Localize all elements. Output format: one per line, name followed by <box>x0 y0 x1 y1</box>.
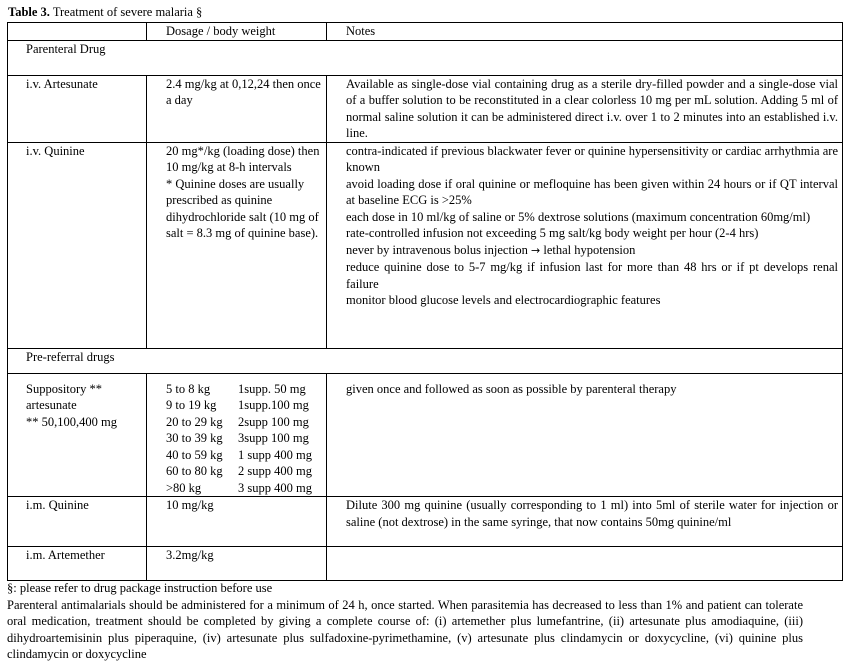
dosage-text: 20 mg*/kg (loading dose) then 10 mg/kg at 8-h intervals <box>166 143 320 174</box>
weight-range: 5 to 8 kg <box>166 381 211 396</box>
dose-amount: 3 supp 400 mg <box>238 480 312 495</box>
table-row-iv-artesunate <box>8 75 843 142</box>
drug-cell: i.v. Quinine <box>8 142 147 348</box>
table-row-iv-quinine <box>8 142 843 348</box>
drug-cell: i.v. Artesunate <box>8 75 147 142</box>
section-label-prereferral: Pre-referral drugs <box>8 348 843 373</box>
note-line: each dose in 10 ml/kg of saline or 5% dextrose solutions (maximum concentration 60mg/ml) <box>346 209 811 224</box>
weight-range: 20 to 29 kg <box>166 414 223 429</box>
table-caption <box>8 4 202 21</box>
header-cell-dosage: Dosage / body weight <box>147 23 327 41</box>
header-cell-notes: Notes <box>327 23 843 41</box>
right-arrow-icon: → <box>531 243 541 257</box>
table-header-row <box>8 23 843 41</box>
dose-amount: 1supp. 50 mg <box>238 381 306 396</box>
note-line: rate-controlled infusion not exceeding 5 mg salt/kg body weight per hour (2-4 hrs) <box>346 226 759 240</box>
table-row-im-quinine <box>8 497 843 547</box>
dosage-cell: 2.4 mg/kg at 0,12,24 then once a day <box>147 75 327 142</box>
footnote-oral-followup: Parenteral antimalarials should be administered for a minimum of 24 h, once started. When parasitemia has decreased to less than 1% and patient can tolerate oral medication, treatment should be completed by giving a complete course of: (i) artemether plus lumefantrine, (ii) artesunate plus amodiaquine, (iii) dihydroartemisinin plus piperaquine, (iv) artesunate plus sulfadoxine-pyrimethamine, (v) artesunate plus clindamycin or doxycycline, (vi) quinine plus clindamycin or doxycycline <box>7 597 803 661</box>
section-row-parenteral <box>8 40 843 75</box>
dosage-cell: 3.2mg/kg <box>147 547 327 581</box>
section-row-prereferral <box>8 348 843 373</box>
drug-cell: i.m. Quinine <box>8 497 147 547</box>
notes-cell: Dilute 300 mg quinine (usually corresponding to 1 ml) into 5ml of sterile water for injection or saline (not dextrose) in the same syringe, that now contains 50mg quinine/ml <box>327 497 843 547</box>
dosage-footnote: * Quinine doses are usually prescribed as quinine dihydrochloride salt (10 mg of salt = 8.3 mg of quinine base). <box>166 176 319 240</box>
table-row-im-artemether <box>8 547 843 581</box>
dose-amount: 3supp 100 mg <box>238 431 309 445</box>
weight-range: 40 to 59 kg <box>166 447 223 462</box>
table-caption-label: Table 3. <box>8 5 50 19</box>
dosage-cell: 10 mg/kg <box>147 497 327 547</box>
header-cell-blank <box>8 23 147 41</box>
dosage-cell <box>147 373 327 497</box>
notes-cell <box>327 547 843 581</box>
notes-cell: given once and followed as soon as possible by parenteral therapy <box>327 373 843 497</box>
table-row-suppository <box>8 373 843 497</box>
weight-range: 60 to 80 kg <box>166 464 223 478</box>
notes-cell <box>327 142 843 348</box>
section-label-parenteral: Parenteral Drug <box>8 40 843 75</box>
table-footnotes <box>7 580 803 663</box>
dosage-cell <box>147 142 327 348</box>
note-text: never by intravenous bolus injection <box>346 242 532 257</box>
weight-range: >80 kg <box>166 480 202 495</box>
drug-name: Suppository ** artesunate <box>26 381 103 412</box>
note-text: lethal hypotension <box>540 242 636 257</box>
drug-cell: i.m. Artemether <box>8 547 147 581</box>
note-line: monitor blood glucose levels and electrocardiographic features <box>346 293 661 307</box>
note-line: avoid loading dose if oral quinine or mefloquine has been given within 24 hours or if QT interval at baseline ECG is >25% <box>346 176 838 207</box>
notes-cell: Available as single-dose vial containing drug as a sterile dry-filled powder and a single-dose vial of a buffer solution to be reconstituted in a clear colorless 10 mg per mL solution. Adding 5 ml of normal saline solution it can be administered direct i.v. over 1 to 2 minutes into an established i.v. line. <box>327 75 843 142</box>
note-line: reduce quinine dose to 5-7 mg/kg if infusion last for more than 48 hrs or if pt develops renal failure <box>346 260 838 291</box>
table-caption-text: Treatment of severe malaria § <box>49 5 203 19</box>
drug-footnote: ** 50,100,400 mg <box>26 414 117 429</box>
weight-range: 30 to 39 kg <box>166 431 223 445</box>
note-line-hypotension <box>346 242 838 260</box>
dose-amount: 1supp.100 mg <box>238 398 309 412</box>
malaria-treatment-table <box>7 22 843 581</box>
dosage-grid <box>166 381 322 497</box>
drug-cell <box>8 373 147 497</box>
dose-amount: 1 supp 400 mg <box>238 447 312 462</box>
footnote-section-sign: §: please refer to drug package instruction before use <box>7 581 273 595</box>
weight-range: 9 to 19 kg <box>166 398 217 412</box>
note-line: contra-indicated if previous blackwater fever or quinine hypersensitivity or cardiac arrhythmia are known <box>346 143 838 174</box>
dose-amount: 2supp 100 mg <box>238 414 309 429</box>
dose-amount: 2 supp 400 mg <box>238 464 312 478</box>
